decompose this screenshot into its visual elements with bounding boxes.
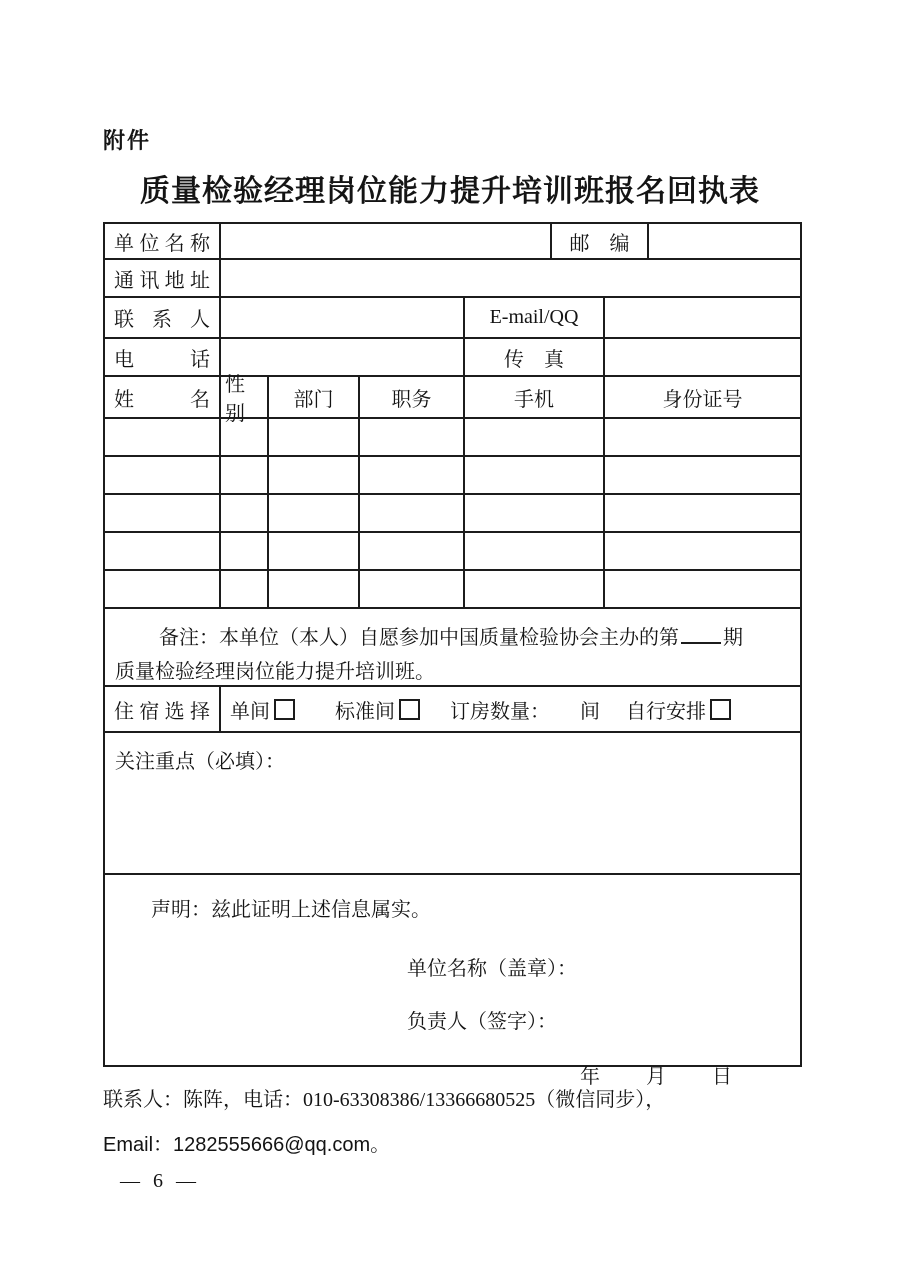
postcode-field: [649, 224, 800, 258]
roster-cell: [605, 457, 800, 493]
email-field: [605, 298, 800, 337]
roster-cell: [360, 533, 465, 569]
roster-cell: [465, 495, 605, 531]
lodging-option-standard: 标准间: [335, 695, 420, 724]
roster-cell: [221, 419, 269, 455]
roster-empty-row: [105, 495, 800, 533]
roster-cell: [360, 419, 465, 455]
roster-cell: [221, 495, 269, 531]
roster-cell: [105, 571, 221, 607]
phone-label: 电话: [105, 339, 221, 375]
focus-row: [105, 733, 800, 875]
roster-empty-row: [105, 457, 800, 495]
roster-cell: [605, 419, 800, 455]
lodging-quantity-unit: 间: [580, 700, 600, 723]
roster-header-mobile: 手机: [465, 377, 605, 417]
roster-cell: [465, 533, 605, 569]
attachment-label: 附件: [103, 128, 152, 153]
unit-name-label: 单位名称: [105, 224, 221, 258]
roster-empty-row: [105, 571, 800, 609]
roster-cell: [605, 533, 800, 569]
declaration-statement: 声明：兹此证明上述信息属实。: [151, 899, 431, 921]
roster-cell: [465, 571, 605, 607]
lodging-quantity-label: 订房数量：: [450, 700, 550, 723]
address-label: 通讯地址: [105, 260, 221, 296]
roster-cell: [605, 571, 800, 607]
address-field: [221, 260, 800, 296]
roster-cell: [105, 495, 221, 531]
roster-cell: [269, 495, 360, 531]
lodging-option-single: 单间: [230, 695, 295, 724]
roster-header-department: 部门: [269, 377, 360, 417]
email-label: E-mail/QQ: [465, 298, 605, 337]
remark-line1: 备注：本单位（本人）自愿参加中国质量检验协会主办的第 期: [159, 627, 743, 649]
roster-header-name: 姓名: [105, 377, 221, 417]
phone-row: [105, 339, 800, 377]
fax-field: [605, 339, 800, 375]
address-row: [105, 260, 800, 298]
remark-row: [105, 609, 800, 687]
roster-cell: [360, 571, 465, 607]
roster-cell: [360, 457, 465, 493]
roster-cell: [269, 419, 360, 455]
roster-empty-row: [105, 419, 800, 457]
roster-cell: [269, 457, 360, 493]
registration-table: [103, 222, 802, 1088]
unit-name-row: [105, 224, 800, 260]
roster-cell: [465, 419, 605, 455]
roster-cell: [269, 571, 360, 607]
page-number: — 6 —: [120, 1170, 200, 1192]
remark-cell: [105, 609, 800, 685]
contact-row: [105, 298, 800, 339]
declaration-date: 年 月 日: [580, 1066, 734, 1088]
roster-cell: [105, 419, 221, 455]
fax-label: 传 真: [465, 339, 605, 375]
roster-cell: [105, 533, 221, 569]
focus-label: 关注重点（必填）：: [115, 751, 285, 773]
roster-cell: [465, 457, 605, 493]
roster-header-position: 职务: [360, 377, 465, 417]
lodging-label: 住宿选择: [105, 687, 221, 731]
declaration-signature: 负责人（签字）：: [407, 1011, 557, 1033]
postcode-label: 邮 编: [552, 224, 649, 258]
roster-cell: [221, 571, 269, 607]
roster-header-row: [105, 374, 800, 425]
lodging-options: [221, 687, 800, 731]
roster-header-id-number: 身份证号: [662, 388, 743, 411]
remark-line2: 质量检验经理岗位能力提升培训班。: [115, 661, 435, 683]
declaration-unit-seal: 单位名称（盖章）：: [407, 958, 577, 980]
declaration-row: [105, 875, 800, 1088]
lodging-option-self: 自行安排: [626, 695, 731, 724]
contact-label: 联系人: [105, 298, 221, 337]
remark-blank-underline: [681, 628, 721, 644]
checkbox-icon: [399, 699, 420, 720]
roster-cell: [105, 457, 221, 493]
checkbox-icon: [274, 699, 295, 720]
roster-empty-row: [105, 533, 800, 571]
checkbox-icon: [710, 699, 731, 720]
roster-cell: [221, 533, 269, 569]
declaration-cell: [105, 875, 800, 1088]
roster-cell: [269, 533, 360, 569]
roster-cell: [221, 457, 269, 493]
unit-name-field: [221, 224, 552, 258]
footer-contact-line: 联系人：陈阵，电话：010-63308386/13366680525（微信同步），: [103, 1089, 666, 1111]
roster-cell: [605, 495, 800, 531]
roster-header-gender: 性别: [221, 377, 269, 417]
lodging-row: [105, 687, 800, 733]
focus-cell: [105, 733, 800, 873]
page-title: 质量检验经理岗位能力提升培训班报名回执表: [140, 175, 760, 208]
footer-email-line: Email：1282555666@qq.com。: [103, 1134, 391, 1156]
roster-cell: [360, 495, 465, 531]
contact-field: [221, 298, 465, 337]
